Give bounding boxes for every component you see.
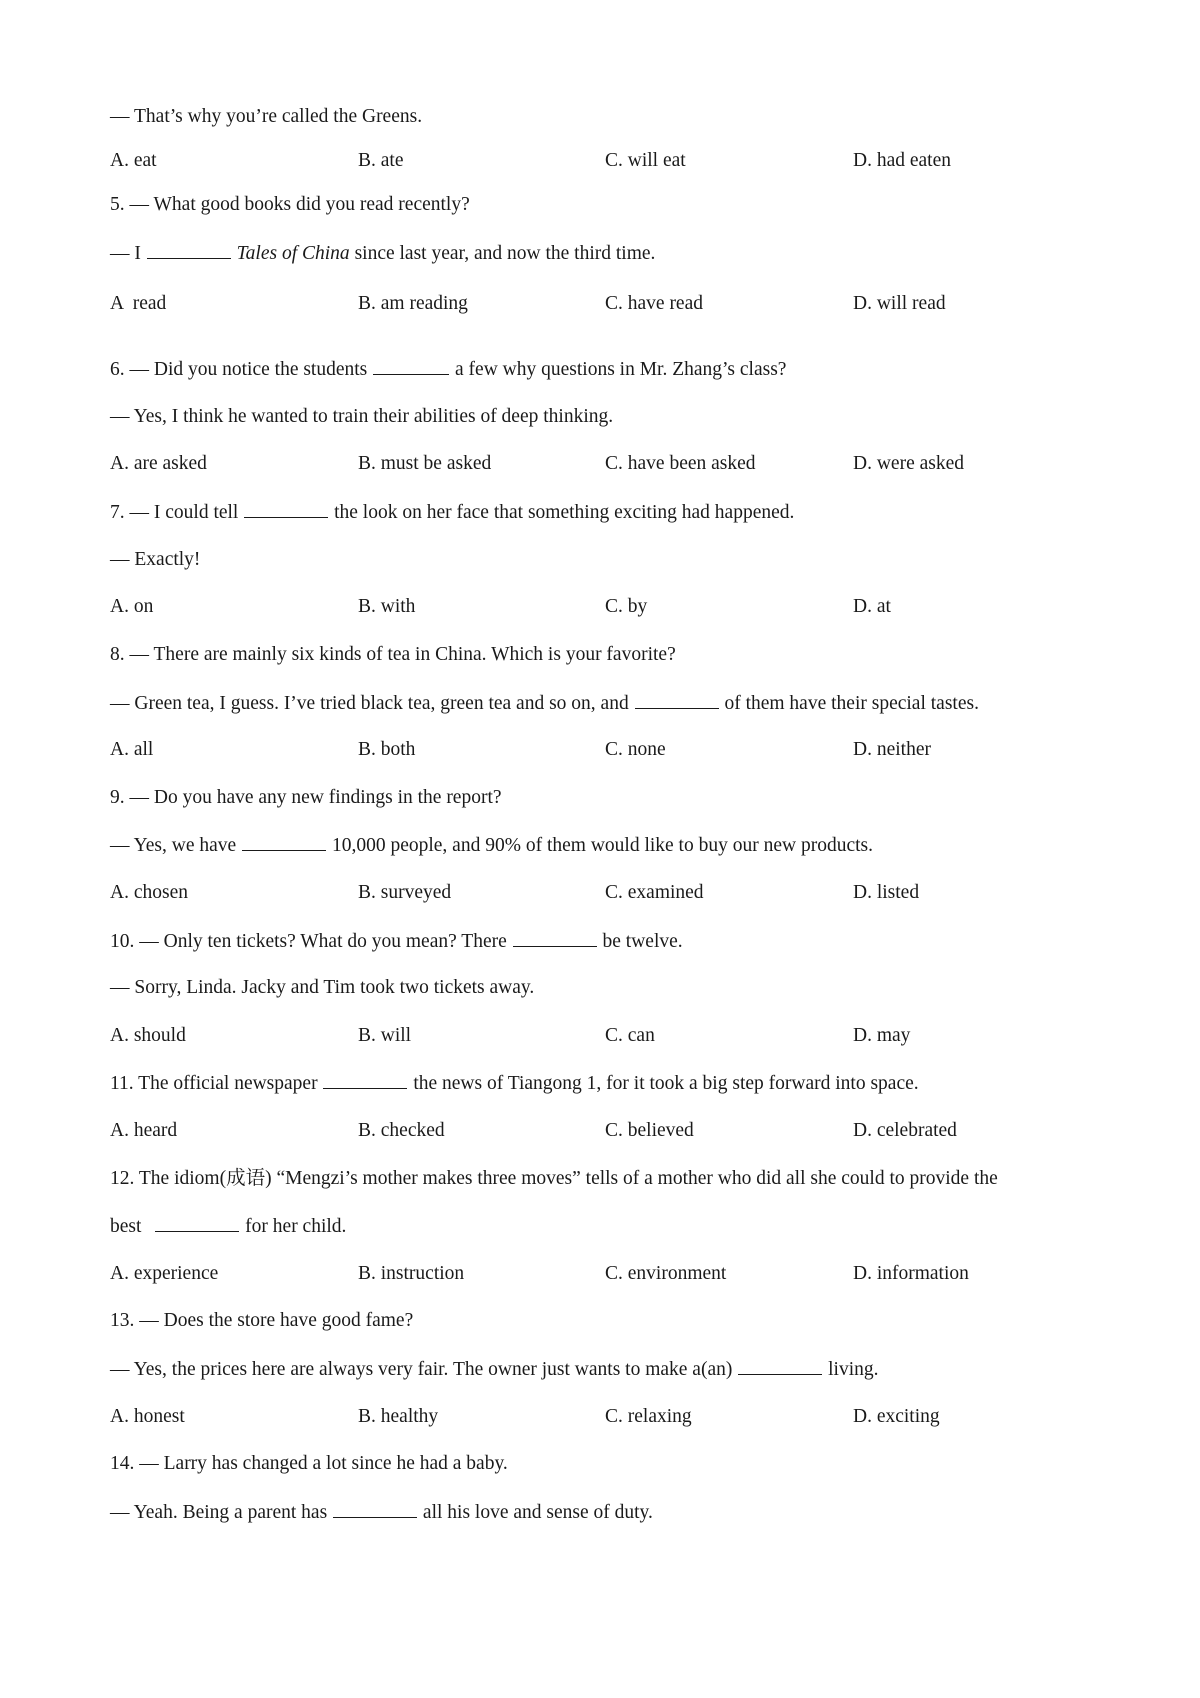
- q6-prompt: [110, 356, 786, 383]
- q9-option-c[interactable]: C. examined: [605, 882, 704, 903]
- q7-option-a[interactable]: A. on: [110, 596, 154, 617]
- q9-option-a[interactable]: A. chosen: [110, 882, 188, 903]
- q6-reply: — Yes, I think he wanted to train their abilities of deep thinking.: [110, 406, 614, 427]
- q11-options: [110, 1118, 1110, 1144]
- q7-option-c[interactable]: C. by: [605, 596, 648, 617]
- q14-reply: [110, 1499, 653, 1526]
- q14-reply-pre: — Yeah. Being a parent has: [110, 1502, 328, 1523]
- q7-answer-blank[interactable]: [244, 499, 328, 518]
- q8-reply-pre: — Green tea, I guess. I’ve tried black tea, green tea and so on, and: [110, 693, 629, 714]
- q9-prompt: 9. — Do you have any new findings in the report?: [110, 787, 502, 808]
- q11-option-d[interactable]: D. celebrated: [853, 1120, 957, 1141]
- q13-answer-blank[interactable]: [738, 1356, 822, 1375]
- q11-option-c[interactable]: C. believed: [605, 1120, 694, 1141]
- q6-option-b[interactable]: B. must be asked: [358, 453, 492, 474]
- q10-options: [110, 1023, 1110, 1049]
- q10-reply: — Sorry, Linda. Jacky and Tim took two tickets away.: [110, 977, 535, 998]
- q5-book-title: Tales of China: [236, 243, 350, 264]
- q10-prompt-pre: 10. — Only ten tickets? What do you mean? There: [110, 931, 507, 952]
- q9-answer-blank[interactable]: [242, 832, 326, 851]
- q11-option-a[interactable]: A. heard: [110, 1120, 178, 1141]
- q10-option-b[interactable]: B. will: [358, 1025, 412, 1046]
- q11-answer-blank[interactable]: [323, 1070, 407, 1089]
- q6-prompt-post: a few why questions in Mr. Zhang’s class?: [455, 359, 787, 380]
- q13-option-d[interactable]: D. exciting: [853, 1406, 940, 1427]
- q8-answer-blank[interactable]: [635, 690, 719, 709]
- q10-option-c[interactable]: C. can: [605, 1025, 655, 1046]
- q13-reply-pre: — Yes, the prices here are always very fair. The owner just wants to make a(an): [110, 1359, 733, 1380]
- q11-prompt: [110, 1070, 919, 1097]
- q5-option-c[interactable]: C. have read: [605, 293, 703, 314]
- q12-option-d[interactable]: D. information: [853, 1263, 969, 1284]
- q8-option-d[interactable]: D. neither: [853, 739, 931, 760]
- q5-answer-blank[interactable]: [147, 240, 231, 259]
- q9-reply-pre: — Yes, we have: [110, 835, 237, 856]
- q5-option-d[interactable]: D. will read: [853, 293, 946, 314]
- q6-option-d[interactable]: D. were asked: [853, 453, 964, 474]
- q4-option-c[interactable]: C. will eat: [605, 150, 686, 171]
- q13-option-c[interactable]: C. relaxing: [605, 1406, 692, 1427]
- q6-option-c[interactable]: C. have been asked: [605, 453, 756, 474]
- q12-prompt-pre: best: [110, 1216, 142, 1237]
- q6-prompt-pre: 6. — Did you notice the students: [110, 359, 368, 380]
- q5-option-a[interactable]: A read: [110, 293, 167, 314]
- q5-reply-post: since last year, and now the third time.: [354, 243, 656, 264]
- q12-option-b[interactable]: B. instruction: [358, 1263, 465, 1284]
- q9-reply-post: 10,000 people, and 90% of them would like to buy our new products.: [331, 835, 873, 856]
- q7-prompt: [110, 499, 794, 526]
- q13-prompt: 13. — Does the store have good fame?: [110, 1310, 414, 1331]
- q4-options: [110, 148, 1110, 174]
- q8-option-c[interactable]: C. none: [605, 739, 666, 760]
- q4-option-b[interactable]: B. ate: [358, 150, 404, 171]
- q5-reply-pre: — I: [110, 243, 141, 264]
- q14-answer-blank[interactable]: [333, 1499, 417, 1518]
- q8-option-b[interactable]: B. both: [358, 739, 416, 760]
- q12-prompt-line1: 12. The idiom(成语) “Mengzi’s mother makes three moves” tells of a mother who did all she could to provide the: [110, 1168, 998, 1189]
- q14-prompt: 14. — Larry has changed a lot since he had a baby.: [110, 1453, 508, 1474]
- q12-answer-blank[interactable]: [155, 1213, 239, 1232]
- q7-prompt-post: the look on her face that something exciting had happened.: [334, 502, 795, 523]
- q10-answer-blank[interactable]: [513, 928, 597, 947]
- q10-option-d[interactable]: D. may: [853, 1025, 911, 1046]
- q4-option-d[interactable]: D. had eaten: [853, 150, 951, 171]
- q8-reply-post: of them have their special tastes.: [724, 693, 979, 714]
- q10-prompt: [110, 928, 683, 955]
- q8-options: [110, 737, 1110, 763]
- q8-reply: [110, 690, 979, 717]
- q9-option-b[interactable]: B. surveyed: [358, 882, 452, 903]
- q7-reply: — Exactly!: [110, 549, 201, 570]
- q6-option-a[interactable]: A. are asked: [110, 453, 207, 474]
- q9-option-d[interactable]: D. listed: [853, 882, 920, 903]
- q7-option-b[interactable]: B. with: [358, 596, 416, 617]
- q8-option-a[interactable]: A. all: [110, 739, 154, 760]
- q12-prompt-line2: [110, 1213, 346, 1240]
- q11-option-b[interactable]: B. checked: [358, 1120, 445, 1141]
- q9-reply: [110, 832, 873, 859]
- q11-prompt-pre: 11. The official newspaper: [110, 1073, 318, 1094]
- q7-option-d[interactable]: D. at: [853, 596, 891, 617]
- q12-option-c[interactable]: C. environment: [605, 1263, 727, 1284]
- q5-options: [110, 291, 1110, 317]
- q4-option-a[interactable]: A. eat: [110, 150, 157, 171]
- q13-reply: [110, 1356, 879, 1383]
- q11-prompt-post: the news of Tiangong 1, for it took a big step forward into space.: [413, 1073, 919, 1094]
- q5-reply: [110, 240, 655, 267]
- q10-option-a[interactable]: A. should: [110, 1025, 186, 1046]
- q12-prompt-post: for her child.: [245, 1216, 347, 1237]
- q13-option-a[interactable]: A. honest: [110, 1406, 185, 1427]
- q7-options: [110, 594, 1110, 620]
- q13-options: [110, 1404, 1110, 1430]
- q8-prompt: 8. — There are mainly six kinds of tea in China. Which is your favorite?: [110, 644, 676, 665]
- q5-option-b[interactable]: B. am reading: [358, 293, 468, 314]
- q7-prompt-pre: 7. — I could tell: [110, 502, 239, 523]
- q14-reply-post: all his love and sense of duty.: [422, 1502, 653, 1523]
- q6-answer-blank-right[interactable]: [409, 356, 449, 375]
- q13-option-b[interactable]: B. healthy: [358, 1406, 439, 1427]
- q6-options: [110, 451, 1110, 477]
- q12-options: [110, 1261, 1110, 1287]
- q9-options: [110, 880, 1110, 906]
- q4-reply: — That’s why you’re called the Greens.: [110, 106, 423, 127]
- q13-reply-post: living.: [828, 1359, 879, 1380]
- q6-answer-blank-left[interactable]: [373, 356, 409, 375]
- q5-prompt: 5. — What good books did you read recently?: [110, 194, 470, 215]
- q12-option-a[interactable]: A. experience: [110, 1263, 219, 1284]
- q10-prompt-post: be twelve.: [602, 931, 683, 952]
